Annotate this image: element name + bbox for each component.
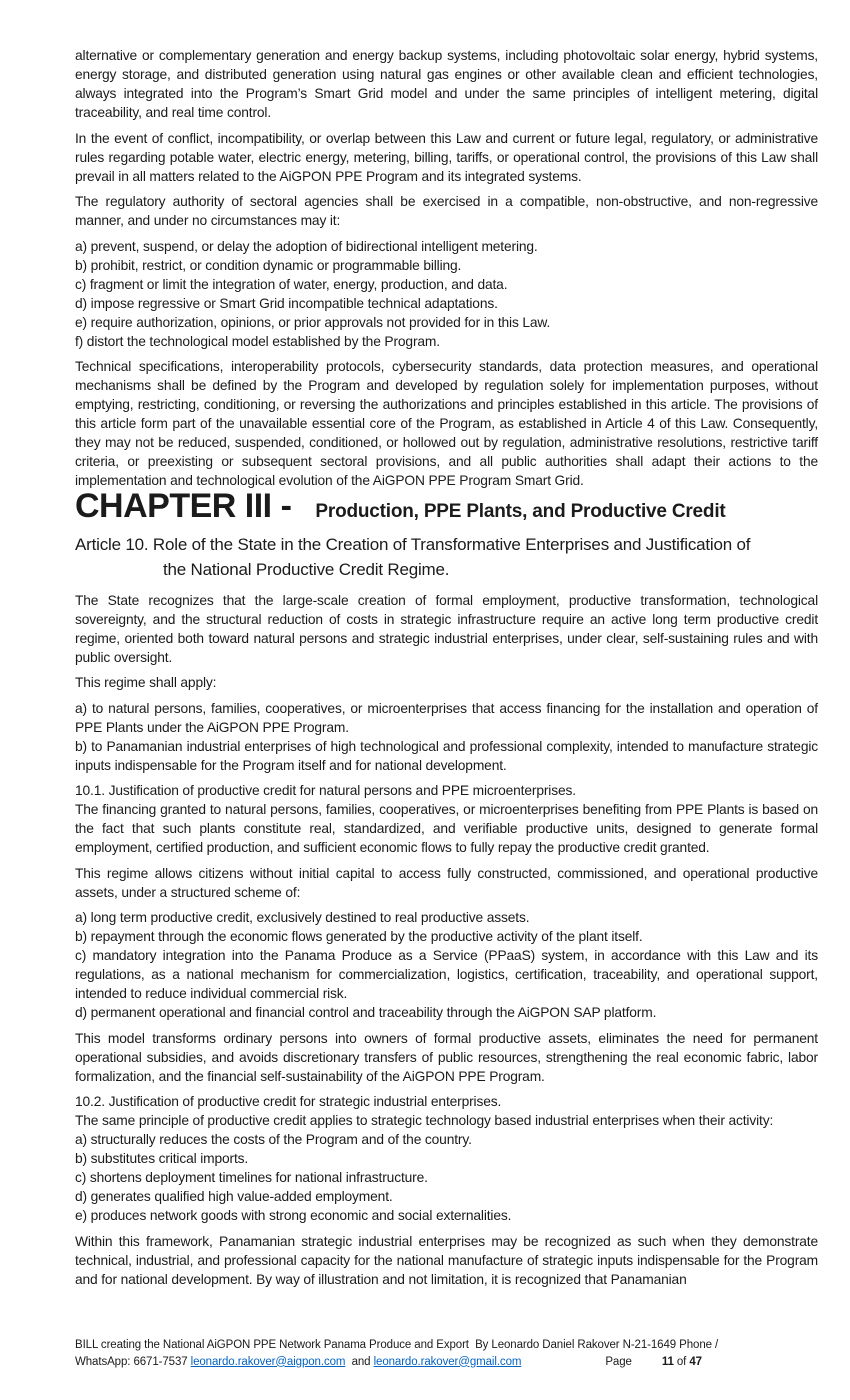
paragraph: alternative or complementary generation and energy backup systems, including photovoltaic solar energy, hybrid systems, energy storage, and distributed generation using natural gas engines or other available clean and efficient technologies, always integrated into the Program’s Smart Grid model and under the same principles of intelligent metering, digital traceability, and real time control. [75,48,818,120]
page-of-text: of [673,1355,690,1368]
list-item: f) distort the technological model established by the Program. [75,333,440,349]
list-item: d) generates qualified high value-added employment. [75,1189,393,1204]
footer-email-link-gmail[interactable]: leonardo.rakover@gmail.com [373,1355,522,1368]
list-item: a) long term productive credit, exclusively destined to real productive assets. [75,910,530,925]
footer-email-link-aigpon[interactable]: leonardo.rakover@aigpon.com [190,1355,346,1368]
paragraph: This regime allows citizens without initial capital to access fully constructed, commissioned, and operational productive assets, under a structured scheme of: [75,865,818,900]
paragraph: In the event of conflict, incompatibility, or overlap between this Law and current or future legal, regulatory, or administrative rules regarding potable water, electric energy, metering, billing, tariffs, or operational control, the provisions of this Law shall prevail in all matters related to the AiGPON PPE Program and its integrated systems. [75,130,818,184]
section-heading: 10.2. Justification of productive credit for strategic industrial enterprises. [75,1094,502,1109]
section-intro: The same principle of productive credit applies to strategic technology based industrial enterprises when their activity: [75,1113,774,1128]
list-item: b) prohibit, restrict, or condition dynamic or programmable billing. [75,257,462,273]
list-item: e) produces network goods with strong economic and social externalities. [75,1208,512,1223]
chapter-heading [75,486,818,525]
paragraph: This regime shall apply: [75,675,217,690]
page-total-number: 47 [689,1355,702,1368]
list-item: a) to natural persons, families, cooperatives, or microenterprises that access financing for the installation and operation of PPE Plants under the AiGPON PPE Program. [75,700,818,735]
paragraph: This model transforms ordinary persons into owners of formal productive assets, eliminates the need for permanent operational subsidies, and avoids discretionary transfers of public resources, strengthening the real economic fabric, labor formalization, and the financial self-sustainability of the AiGPON PPE Program. [75,1030,818,1084]
list-item: b) to Panamanian industrial enterprises of high technological and professional complexity, intended to manufacture strategic inputs indispensable for the Program itself and for national development. [75,738,818,773]
section-heading: 10.1. Justification of productive credit for natural persons and PPE microenterprises. [75,783,576,798]
document-body [75,46,818,1289]
list-item: b) repayment through the economic flows generated by the productive activity of the plant itself. [75,929,643,944]
page-label: Page [605,1355,632,1368]
footer-and-text: and [345,1355,374,1368]
page-current-number: 11 [661,1355,674,1368]
list-item: b) substitutes critical imports. [75,1151,249,1166]
list-item: c) shortens deployment timelines for national infrastructure. [75,1170,428,1185]
article-heading [75,532,818,582]
paragraph: Technical specifications, interoperability protocols, cybersecurity standards, data protection measures, and operational mechanisms shall be defined by the Program and developed by regulation solely for implementation purposes, without emptying, restricting, conditioning, or reversing the authorizations and principles established in this article. The provisions of this article form part of the unavailable essential core of the Program, as established in Article 4 of this Law. Consequently, they may not be reduced, suspended, conditioned, or hollowed out by regulation, administrative resolutions, restrictive tariff criteria, or preexisting or subsequent sectoral provisions, and all public authorities shall adapt their actions to the implementation and technological evolution of the AiGPON PPE Program Smart Grid. [75,359,818,488]
lettered-list [75,237,818,351]
footer-contact-line [75,1354,818,1371]
list-item: d) impose regressive or Smart Grid incompatible technical adaptations. [75,295,498,311]
chapter-title: Production, PPE Plants, and Productive Credit [315,500,726,522]
chapter-number: CHAPTER III - [75,486,292,525]
paragraph: Within this framework, Panamanian strategic industrial enterprises may be recognized as such when they demonstrate technical, industrial, and professional capacity for the national manufacture of strategic inputs indispensable for the Program and for national development. By way of illustration and not limitation, it is recognized that Panamanian [75,1233,818,1287]
page-footer [75,1334,818,1370]
section-body: The financing granted to natural persons, families, cooperatives, or microenterprises benefiting from PPE Plants is based on the fact that such plants constitute real, standardized, and verifiable productive units, designed to generate formal employment, certified production, and sufficient economic flows to fully repay the productive credit granted. [75,802,818,855]
paragraph: The State recognizes that the large-scale creation of formal employment, productive transformation, technological sovereignty, and the structural reduction of costs in strategic infrastructure require an active long term productive credit regime, oriented both toward natural persons and strategic industrial enterprises, under clear, self-sustaining rules and with public oversight. [75,592,818,665]
article-heading-line: Article 10. Role of the State in the Creation of Transformative Enterprises and Justification of [75,534,751,554]
footer-whatsapp-text: WhatsApp: 6671-7537 [75,1355,191,1368]
list-item: d) permanent operational and financial control and traceability through the AiGPON SAP platform. [75,1005,657,1020]
section-10-2 [75,1092,818,1225]
list-item: c) fragment or limit the integration of water, energy, production, and data. [75,276,508,292]
list-item: a) structurally reduces the costs of the Program and of the country. [75,1132,472,1147]
section-10-1 [75,781,818,857]
paragraph: The regulatory authority of sectoral agencies shall be exercised in a compatible, non-obstructive, and non-regressive manner, and under no circumstances may it: [75,194,818,228]
list-item: e) require authorization, opinions, or prior approvals not provided for in this Law. [75,314,551,330]
lettered-list [75,699,818,775]
article-heading-line: the National Productive Credit Regime. [163,559,450,579]
lettered-list [75,908,818,1022]
list-item: a) prevent, suspend, or delay the adoption of bidirectional intelligent metering. [75,238,538,254]
footer-title-line: BILL creating the National AiGPON PPE Network Panama Produce and Export By Leonardo Daniel Rakover N-21-1649 Phone / [75,1339,719,1351]
list-item: c) mandatory integration into the Panama Produce as a Service (PPaaS) system, in accordance with this Law and its regulations, as a national mechanism for commercialization, logistics, certification, traceability, and operational support, intended to reduce individual commercial risk. [75,948,818,1001]
